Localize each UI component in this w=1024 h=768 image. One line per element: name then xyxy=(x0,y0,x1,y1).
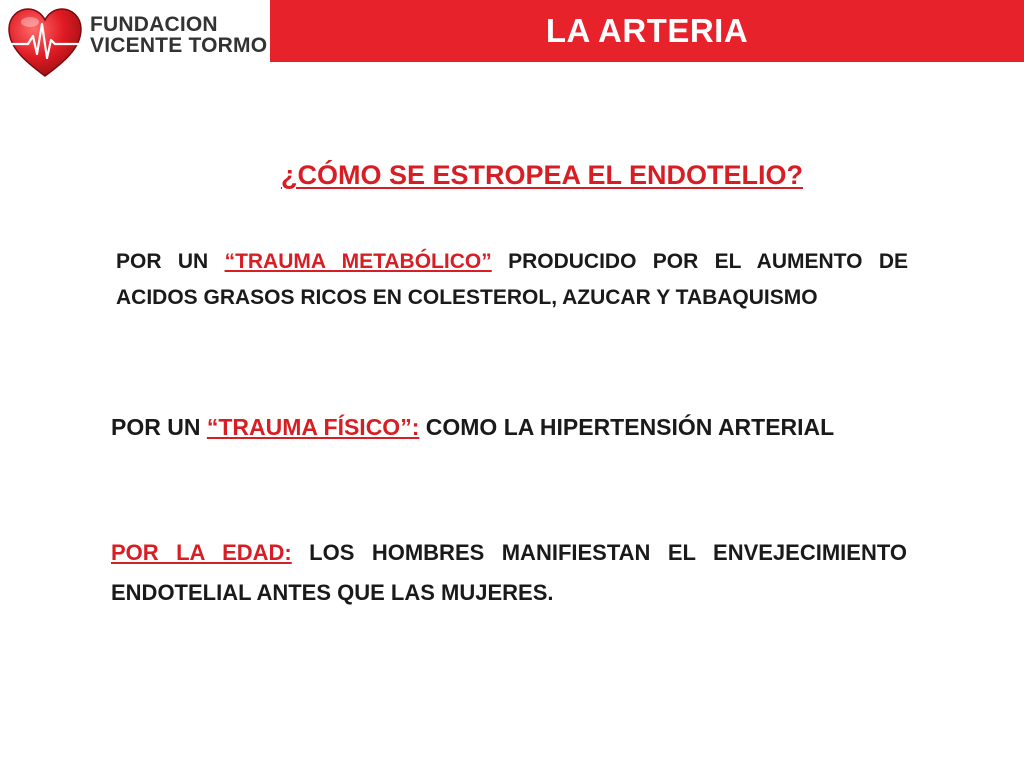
page-title: LA ARTERIA xyxy=(545,12,749,49)
paragraph-2-highlight: “TRAUMA FÍSICO”: xyxy=(206,414,420,440)
logo-text xyxy=(90,14,267,56)
paragraph-3-highlight: POR LA EDAD: xyxy=(111,540,292,565)
paragraph-1-highlight: “TRAUMA METABÓLICO” xyxy=(224,250,492,273)
paragraph-1-post: PRODUCIDO POR EL AUMENTO DE ACIDOS GRASOS RICOS EN COLESTEROL, AZUCAR Y TABAQUISMO xyxy=(116,250,908,309)
logo-line-1: FUNDACION xyxy=(90,13,218,36)
logo xyxy=(6,6,268,78)
logo-line-2: VICENTE TORMO xyxy=(90,34,268,57)
paragraph-2-post: COMO LA HIPERTENSIÓN ARTERIAL xyxy=(419,414,835,440)
heart-logo-icon xyxy=(6,6,84,78)
title-bar xyxy=(270,0,1024,62)
paragraph-3-post: LOS HOMBRES MANIFIESTAN EL ENVEJECIMIENTO ENDOTELIAL ANTES QUE LAS MUJERES. xyxy=(111,540,907,605)
paragraph-1-pre: POR UN xyxy=(116,250,225,273)
paragraph-physical-trauma xyxy=(111,410,901,444)
paragraph-metabolic-trauma xyxy=(116,244,908,316)
section-question: ¿CÓMO SE ESTROPEA EL ENDOTELIO? xyxy=(280,160,804,190)
paragraph-age xyxy=(111,533,907,613)
paragraph-2-pre: POR UN xyxy=(111,414,207,440)
